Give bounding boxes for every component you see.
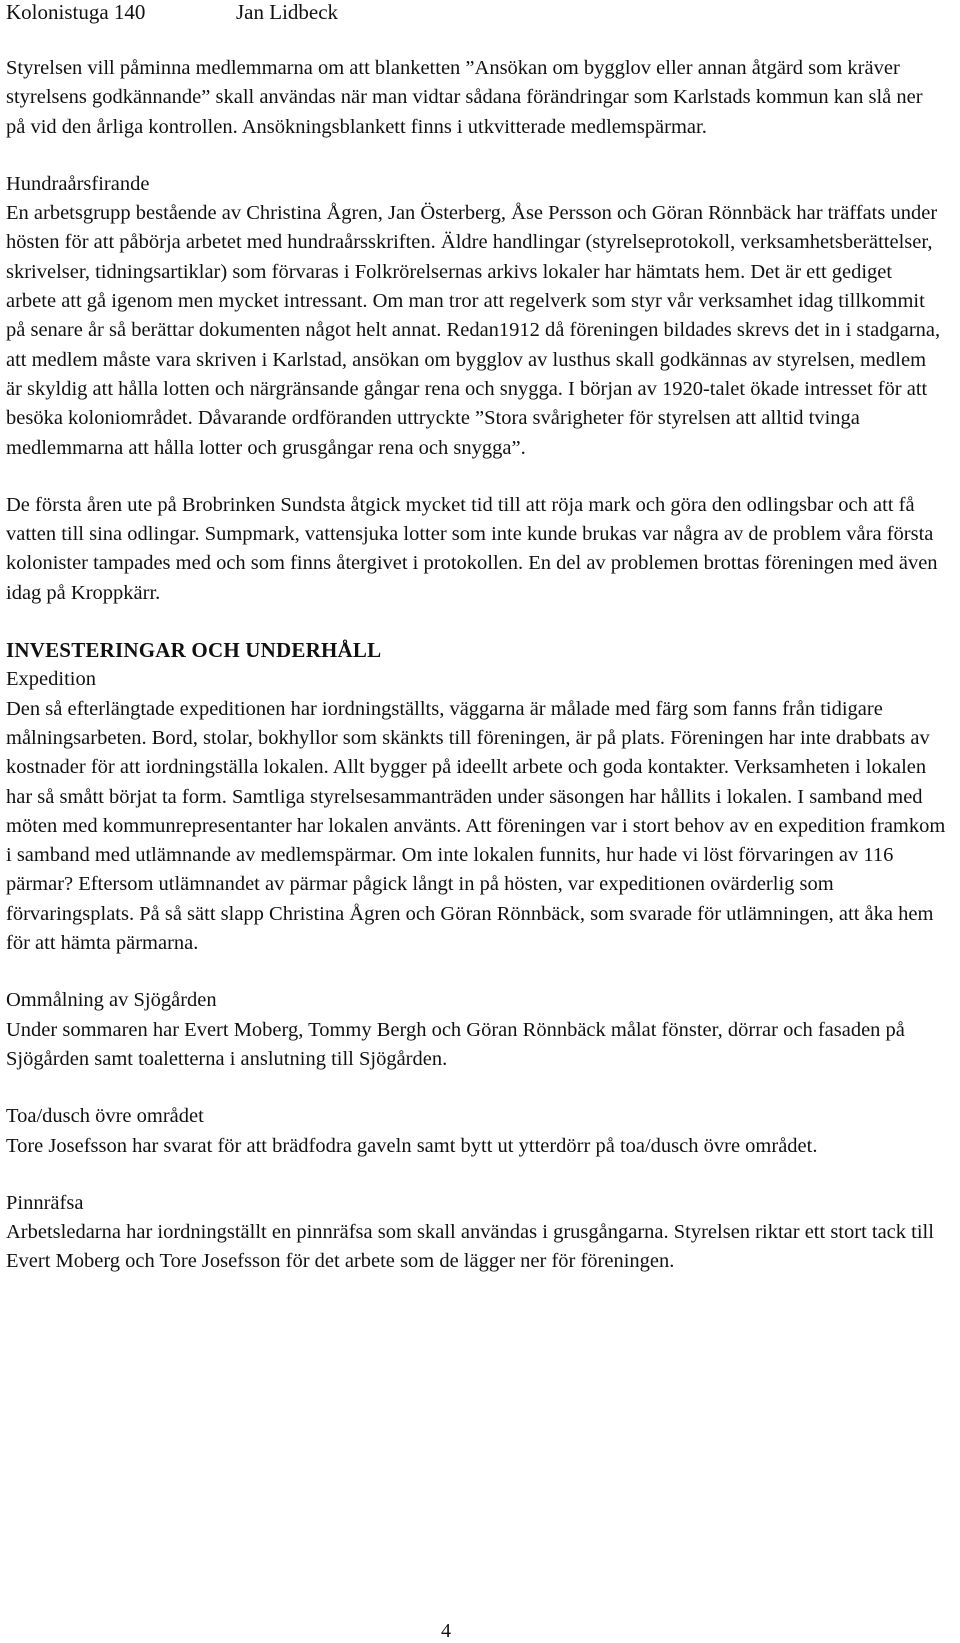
- history-paragraph: De första åren ute på Brobrinken Sundsta åtgick mycket tid till att röja mark och göra den odlingsbar och att få vatten till sina odlingar. Sumpmark, vattensjuka lotter som inte kunde brukas var några av de problem våra första kolonister tampades med och som finns återgivet i protokollen. En del av problemen brottas föreningen med även idag på Kroppkärr.: [6, 493, 938, 604]
- rake-heading: Pinnräfsa: [6, 1191, 84, 1214]
- toilet-paragraph: Tore Josefsson har svarat för att brädfodra gaveln samt bytt ut ytterdörr på toa/dusch övre området.: [6, 1134, 818, 1157]
- painting-paragraph: Under sommaren har Evert Moberg, Tommy Bergh och Göran Rönnbäck målat fönster, dörrar och fasaden på Sjögården samt toaletterna i anslutning till Sjögården.: [6, 1018, 905, 1070]
- painting-heading: Ommålning av Sjögården: [6, 989, 217, 1012]
- investments-heading: INVESTERINGAR OCH UNDERHÅLL: [6, 638, 382, 663]
- toilet-heading: Toa/dusch övre området: [6, 1105, 204, 1128]
- centenary-heading: Hundraårsfirande: [6, 172, 150, 195]
- page-header: [6, 0, 946, 28]
- rake-paragraph: Arbetsledarna har iordningställt en pinnräfsa som skall användas i grusgångarna. Styrelsen riktar ett stort tack till Evert Moberg och Tore Josefsson för det arbete som de lägger ner för föreningen.: [6, 1221, 934, 1273]
- intro-paragraph: Styrelsen vill påminna medlemmarna om att blanketten ”Ansökan om bygglov eller annan åtgärd som kräver styrelsens godkännande” skall användas när man vidtar sådana förändringar som Karlstads kommun kan slå ner på vid den årliga kontrollen. Ansökningsblankett finns i utkvitterade medlemspärmar.: [6, 57, 923, 138]
- header-author: Jan Lidbeck: [236, 0, 339, 24]
- page-number: 4: [441, 1620, 451, 1642]
- document-page: [6, 0, 946, 1277]
- expedition-heading: Expedition: [6, 668, 96, 691]
- expedition-paragraph: Den så efterlängtade expeditionen har iordningställts, väggarna är målade med färg som fanns från tidigare målningsarbeten. Bord, stolar, bokhyllor som skänkts till föreningen, är på plats. Föreningen har inte drabbats av kostnader för att iordningställa lokalen. Allt bygger på ideellt arbete och goda kontakter. Verksamheten i lokalen har så smått börjat ta form. Samtliga styrelsesammanträden under säsongen har hållits i lokalen. I samband med möten med kommunrepresentanter har lokalen använts. Att föreningen var i stort behov av en expedition framkom i samband med utlämnande av medlemspärmar. Om inte lokalen funnits, hur hade vi löst förvaringen av 116 pärmar? Eftersom utlämnandet av pärmar pågick långt in på hösten, var expeditionen ovärderlig som förvaringsplats. På så sätt slapp Christina Ågren och Göran Rönnbäck, som svarade för utlämningen, att åka hem för att hämta pärmarna.: [6, 697, 946, 955]
- header-title: Kolonistuga 140: [6, 0, 146, 24]
- centenary-paragraph: En arbetsgrupp bestående av Christina Ågren, Jan Österberg, Åse Persson och Göran Rönnbäck har träffats under hösten för att påbörja arbetet med hundraårsskriften. Äldre handlingar (styrelseprotokoll, verksamhetsberättelser, skrivelser, tidningsartiklar) som förvaras i Folkrörelsernas arkivs lokaler har hämtats hem. Det är ett gediget arbete att gå igenom men mycket intressant. Om man tror att regelverk som styr vår verksamhet idag tillkommit på senare år så berättar dokumenten något helt annat. Redan1912 då föreningen bildades skrevs det in i stadgarna, att medlem måste vara skriven i Karlstad, ansökan om bygglov av lusthus skall godkännas av styrelsen, medlem är skyldig att hålla lotten och närgränsande gångar rena och snygga. I början av 1920-talet ökade intresset för att besöka koloniområdet. Dåvarande ordföranden uttryckte ”Stora svårigheter för styrelsen att alltid tvinga medlemmarna att hålla lotter och grusgångar rena och snygga”.: [6, 202, 941, 459]
